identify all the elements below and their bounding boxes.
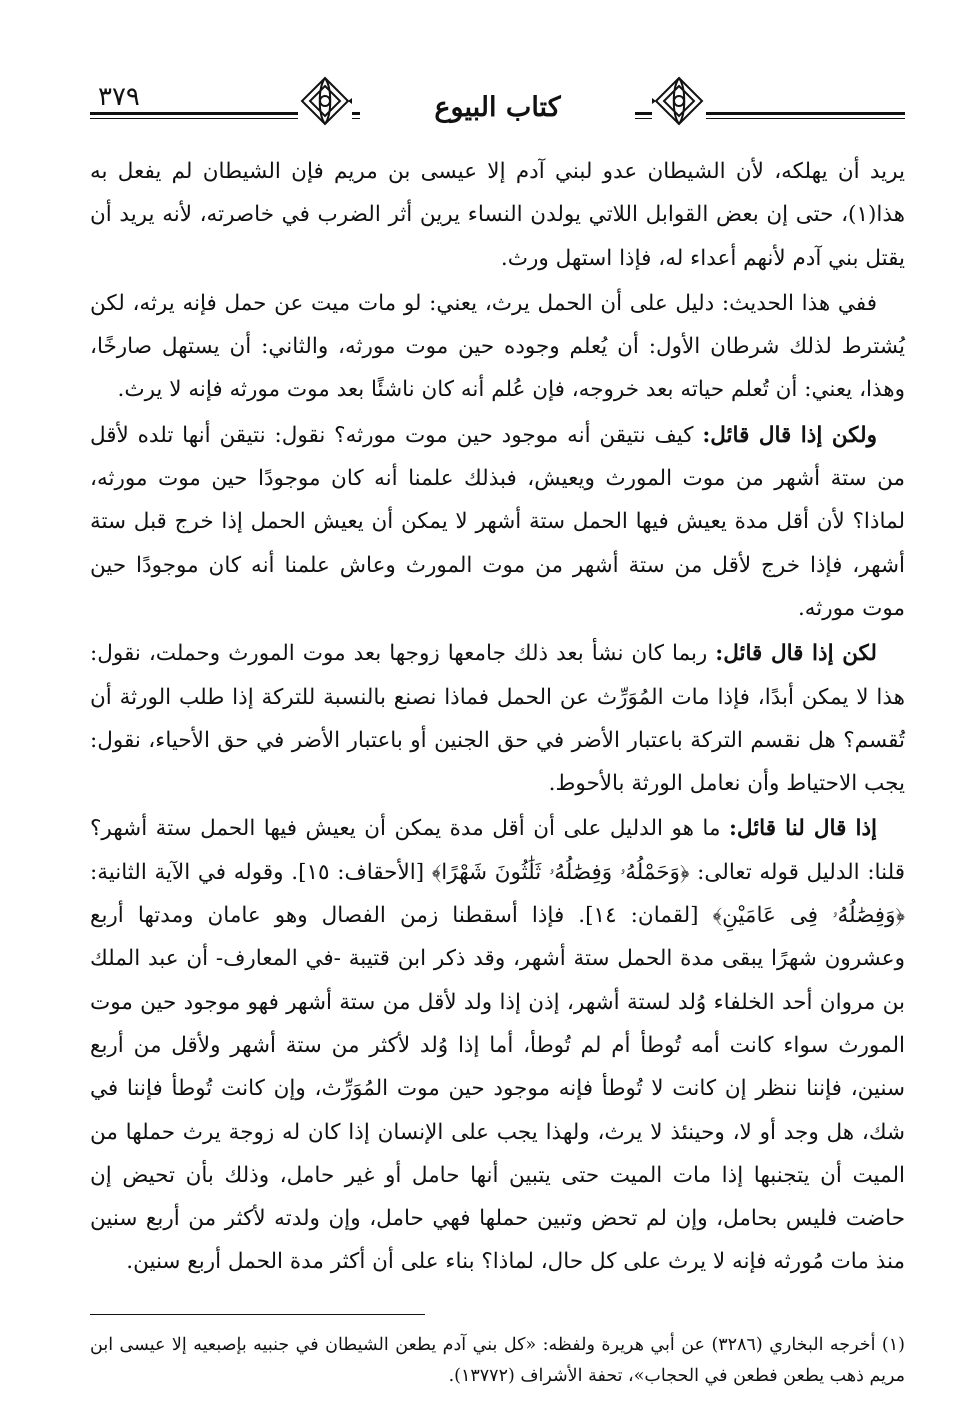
paragraph-text: ففي هذا الحديث: دليل على أن الحمل يرث، يعني: لو مات ميت عن حمل فإنه يرثه، لكن يُشترط لذلك شرطان الأول: أن يُعلم وجوده حين موت مورثه، والثاني: أن يستهل صارخًا، وهذا، يعني: أن تُعلم حياته بعد خروجه، فإن عُلم أنه كان ناشئًا بعد موت مورثه فإنه لا يرث. — [90, 290, 905, 403]
paragraph — [90, 282, 905, 412]
book-title: كتاب البيوع — [434, 92, 561, 123]
ornament-left-icon — [298, 74, 352, 128]
paragraph — [90, 150, 905, 280]
paragraph-lead: إذا قال لنا قائل: — [728, 816, 878, 842]
paragraph — [90, 632, 905, 805]
body-text — [90, 150, 905, 1284]
footnote-rule — [90, 1314, 425, 1315]
paragraph-lead: لكن إذا قال قائل: — [715, 641, 877, 667]
paragraph-text: ربما كان نشأ بعد ذلك جامعها زوجها بعد موت المورث وحملت، نقول: هذا لا يمكن أبدًا، فإذا مات المُوَرِّث عن الحمل فماذا نصنع بالنسبة للتركة إذا طلب الورثة أن تُقسم؟ هل نقسم التركة باعتبار الأضر في حق الجنين أو باعتبار الأضر في حق الأحياء، نقول: يجب الاحتياط وأن نعامل الورثة بالأحوط. — [90, 641, 905, 797]
paragraph-lead: ولكن إذا قال قائل: — [702, 422, 877, 448]
footnote: (١) أخرجه البخاري (٣٢٨٦) عن أبي هريرة ولفظه: «كل بني آدم يطعن الشيطان في جنبيه بإصبعيه إلا عيسى ابن مريم ذهب يطعن فطعن في الحجاب»، تحفة الأشراف (١٣٧٧٢). — [90, 1335, 905, 1386]
page-header — [90, 70, 905, 150]
paragraph-text: ما هو الدليل على أن أقل مدة يمكن أن يعيش فيها الحمل ستة أشهر؟ قلنا: الدليل قوله تعالى: ﴿وَحَمْلُهُۥ وَفِصَٰلُهُۥ ثَلَٰثُونَ شَهْرًا﴾ [الأحقاف: ١٥]. وقوله في الآية الثانية: ﴿وَفِصَٰلُهُۥ فِى عَامَيْنِ﴾ [لقمان: ١٤]. فإذا أسقطنا زمن الفصال وهو عامان ومدتها أربع وعشرون شهرًا يبقى مدة الحمل ستة أشهر، وقد ذكر ابن قتيبة -في المعارف- أن عبد الملك بن مروان أحد الخلفاء وُلد لستة أشهر، إذن إذا ولد لأقل من ستة أشهر فهو موجود حين موت المورث سواء كانت أمه تُوطأ أم لم تُوطأ، أما إذا وُلد لأكثر من ستة أشهر ولأقل من أربع سنين، فإننا ننظر إن كانت لا تُوطأ فإنه موجود حين موت المُوَرِّث، وإن كانت تُوطأ فإننا في شك، هل وجد أو لا، وحينئذ لا يرث، ولهذا يجب على الإنسان إذا كان له زوجة يرث حملها من الميت أن يتجنبها إذا مات الميت حتى يتبين أنها حامل أو غير حامل، وذلك بأن تحيض إن حاضت فليس بحامل، وإن لم تحض وتبين حملها فهي حامل، وإن ولدته لأكثر من أربع سنين منذ مات مُورثه فإنه لا يرث على كل حال، لماذا؟ بناء على أن أكثر مدة الحمل أربع سنين. — [90, 816, 905, 1275]
title-band — [360, 90, 635, 130]
page-number: ٣٧٩ — [98, 82, 140, 112]
paragraph — [90, 807, 905, 1283]
paragraph-text: كيف نتيقن أنه موجود حين موت مورثه؟ نقول: نتيقن أنها تلده لأقل من ستة أشهر من موت المورث ويعيش، فبذلك علمنا أنه كان موجودًا حين موت مورثه، لماذا؟ لأن أقل مدة يعيش فيها الحمل ستة أشهر لا يمكن أن يعيش الحمل إذا خرج قبل ستة أشهر، فإذا خرج لأقل من ستة أشهر من موت المورث وعاش علمنا أنه كان موجودًا حين موت مورثه. — [90, 422, 905, 621]
ornament-right-icon — [652, 74, 706, 128]
paragraph — [90, 414, 905, 630]
paragraph-text: يريد أن يهلكه، لأن الشيطان عدو لبني آدم إلا عيسى بن مريم فإن الشيطان لم يفعل به هذا(١)، حتى إن بعض القوابل اللاتي يولدن النساء يرين أثر الضرب في خاصرته، لأنه يريد أن يقتل بني آدم لأنهم أعداء له، فإذا استهل ورث. — [90, 159, 905, 271]
